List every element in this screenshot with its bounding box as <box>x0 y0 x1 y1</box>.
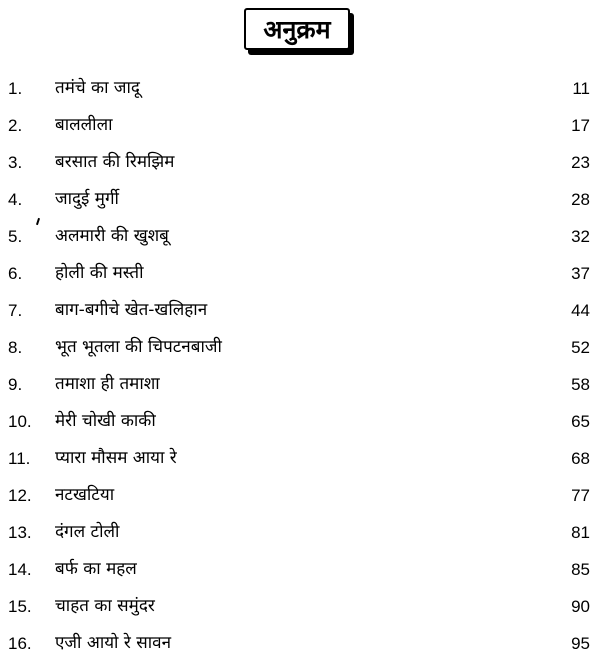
page-number: 68 <box>571 449 590 468</box>
toc-entry[interactable] <box>0 70 600 107</box>
page-number: 90 <box>571 597 590 616</box>
chapter-title: मेरी चोखी काकी <box>55 411 156 431</box>
page-number: 44 <box>571 301 590 320</box>
page-number: 37 <box>571 264 590 283</box>
chapter-number: 8. <box>8 338 23 357</box>
toc-entry[interactable] <box>0 366 600 403</box>
chapter-number: 12. <box>8 486 32 505</box>
chapter-title: जादुई मुर्गी <box>55 189 119 209</box>
toc-entry[interactable] <box>0 588 600 625</box>
toc-entry[interactable] <box>0 440 600 477</box>
chapter-number: 3. <box>8 153 23 172</box>
page-number: 28 <box>571 190 590 209</box>
toc-entry[interactable] <box>0 329 600 366</box>
chapter-title: दंगल टोली <box>55 522 120 542</box>
chapter-number: 11. <box>8 449 31 468</box>
chapter-title: चाहत का समुंदर <box>55 596 155 616</box>
toc-entry[interactable] <box>0 625 600 662</box>
chapter-title: नटखटिया <box>55 485 115 505</box>
chapter-number: 13. <box>8 523 32 542</box>
page-number: 52 <box>571 338 590 357</box>
page-number: 58 <box>571 375 590 394</box>
page-number: 77 <box>571 486 590 505</box>
page-number: 81 <box>571 523 590 542</box>
chapter-title: प्यारा मौसम आया रे <box>55 448 177 468</box>
page-number: 95 <box>571 634 590 653</box>
chapter-number: 7. <box>8 301 23 320</box>
toc-entry[interactable] <box>0 144 600 181</box>
chapter-number: 1. <box>8 79 23 98</box>
contents-title-box <box>244 8 350 50</box>
chapter-number: 14. <box>8 560 32 579</box>
toc-entry[interactable] <box>0 292 600 329</box>
toc-entry[interactable] <box>0 255 600 292</box>
toc-entry[interactable] <box>0 403 600 440</box>
chapter-title: एजी आयो रे सावन <box>55 633 172 653</box>
chapter-title: भूत भूतला की चिपटनबाजी <box>55 337 222 357</box>
chapter-number: 10. <box>8 412 32 431</box>
chapter-number: 9. <box>8 375 23 394</box>
toc-entry[interactable] <box>0 551 600 588</box>
toc-entry[interactable] <box>0 218 600 255</box>
page-number: 23 <box>571 153 590 172</box>
chapter-title: तमाशा ही तमाशा <box>55 374 160 394</box>
toc-entry[interactable] <box>0 107 600 144</box>
page-number: 32 <box>571 227 590 246</box>
chapter-title: बरसात की रिमझिम <box>55 152 175 172</box>
toc-entry[interactable] <box>0 514 600 551</box>
page-number: 11 <box>572 79 590 98</box>
chapter-title: बर्फ का महल <box>55 559 137 579</box>
chapter-number: 16. <box>8 634 32 653</box>
page-number: 17 <box>571 116 590 135</box>
chapter-number: 4. <box>8 190 23 209</box>
chapter-number: 6. <box>8 264 23 283</box>
chapter-title: बाग-बगीचे खेत-खलिहान <box>55 300 208 320</box>
table-of-contents <box>0 70 600 662</box>
toc-entry[interactable] <box>0 477 600 514</box>
page-number: 65 <box>571 412 590 431</box>
chapter-title: अलमारी की खुशबू <box>55 226 169 246</box>
chapter-number: 2. <box>8 116 23 135</box>
page-number: 85 <box>571 560 590 579</box>
chapter-title: तमंचे का जादू <box>55 78 140 98</box>
chapter-title: बाललीला <box>55 115 113 135</box>
chapter-number: 5. <box>8 227 23 246</box>
chapter-title: होली की मस्ती <box>55 263 144 283</box>
page-title: अनुक्रम <box>263 14 331 44</box>
toc-entry[interactable] <box>0 181 600 218</box>
chapter-number: 15. <box>8 597 32 616</box>
